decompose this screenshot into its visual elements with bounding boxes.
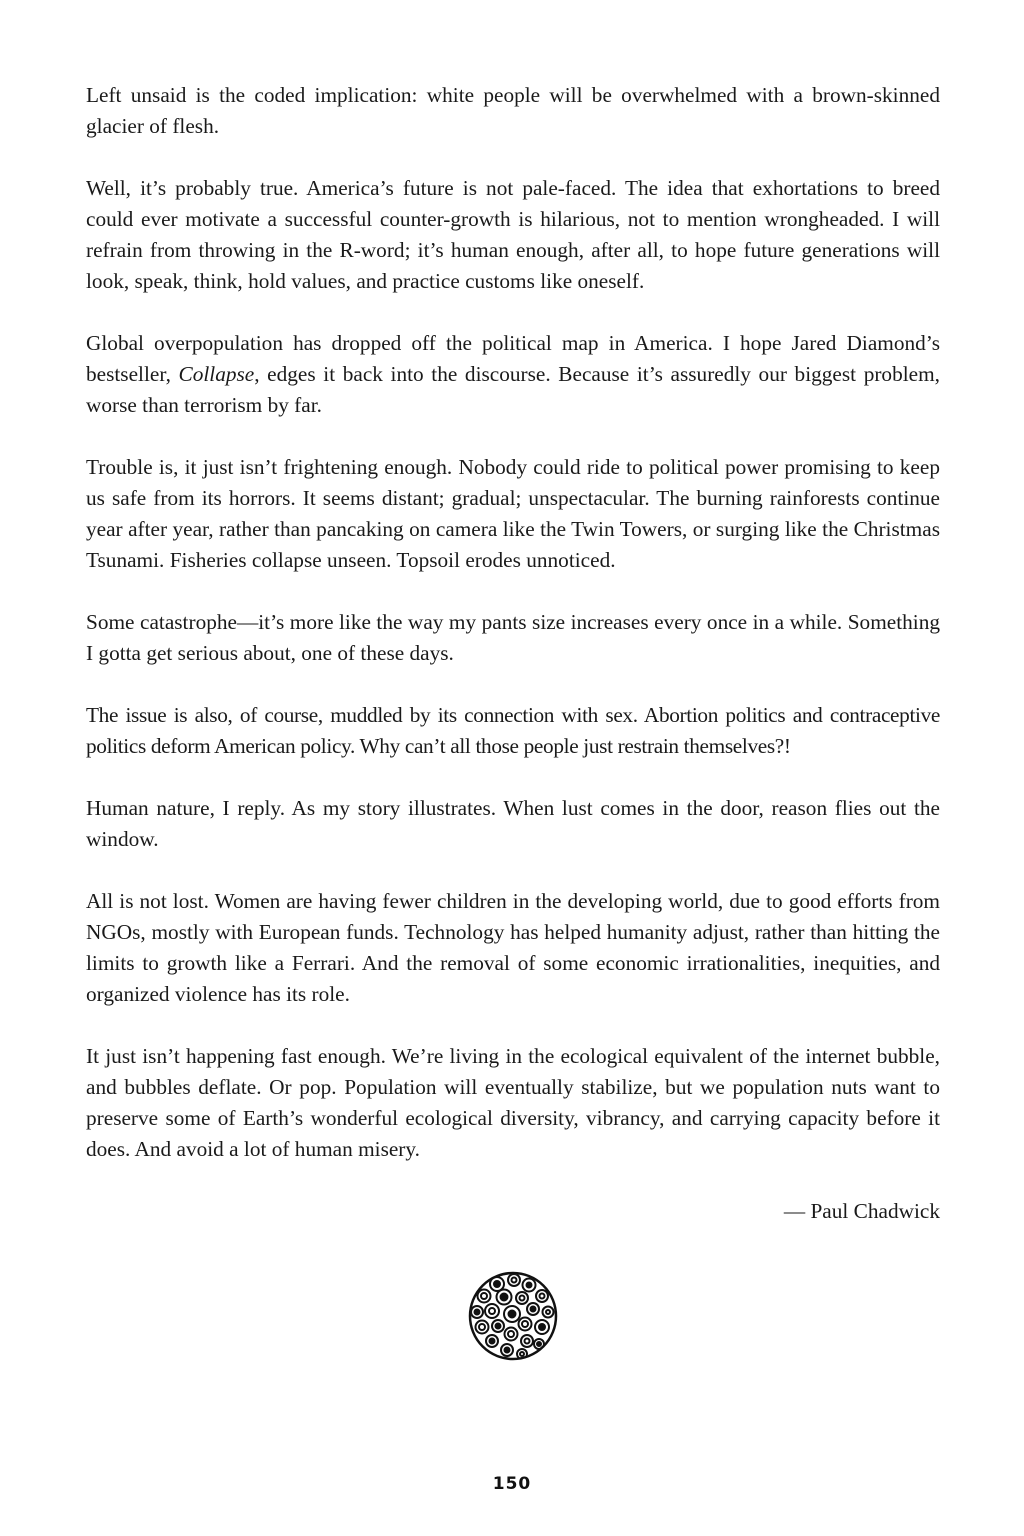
paragraph-3 <box>86 328 940 421</box>
paragraph-5: Some catastrophe—it’s more like the way my pants size increases every once in a while. Something I gotta get serious about, one of these days. <box>86 610 940 665</box>
page-body <box>86 80 940 1227</box>
paragraph-1: Left unsaid is the coded implication: white people will be overwhelmed with a brown-skinned glacier of flesh. <box>86 83 940 138</box>
page-number: 150 <box>492 1474 532 1494</box>
paragraph-8: All is not lost. Women are having fewer children in the developing world, due to good efforts from NGOs, mostly with European funds. Technology has helped humanity adjust, rather than hitting the limits to growth like a Ferrari. And the removal of some economic irrationalities, inequities, and organized violence has its role. <box>86 889 940 1006</box>
cell-cluster-ornament-icon <box>467 1270 559 1362</box>
paragraph-7: Human nature, I reply. As my story illustrates. When lust comes in the door, reason flies out the window. <box>86 796 940 851</box>
paragraph-2: Well, it’s probably true. America’s future is not pale-faced. The idea that exhortations to breed could ever motivate a successful counter-growth is hilarious, not to mention wrongheaded. I will refrain from throwing in the R-word; it’s human enough, after all, to hope future generations will look, speak, think, hold values, and practice customs like oneself. <box>86 176 940 293</box>
paragraph-9: It just isn’t happening fast enough. We’re living in the ecological equivalent of the internet bubble, and bubbles deflate. Or pop. Population will eventually stabilize, but we population nuts want to preserve some of Earth’s wonderful ecological diversity, vibrancy, and carrying capacity before it does. And avoid a lot of human misery. <box>86 1044 940 1161</box>
author-signature: — Paul Chadwick <box>783 1199 940 1223</box>
book-title-collapse: Collapse <box>178 362 255 386</box>
paragraph-4: Trouble is, it just isn’t frightening enough. Nobody could ride to political power promising to keep us safe from its horrors. It seems distant; gradual; unspectacular. The burning rainforests continue year after year, rather than pancaking on camera like the Twin Towers, or surging like the Christmas Tsunami. Fisheries collapse unseen. Topsoil erodes unnoticed. <box>86 455 940 572</box>
paragraph-3-text-before: Global overpopulation has dropped off the political map in America. I hope Jared Diamond’s bestseller, <box>86 331 940 386</box>
paragraph-6: The issue is also, of course, muddled by its connection with sex. Abortion politics and contraceptive politics deform American policy. Why can’t all those people just restrain themselves?! <box>86 703 940 758</box>
paragraph-3-text-after: , edges it back into the discourse. Because it’s assuredly our biggest problem, worse than terrorism by far. <box>86 362 940 417</box>
